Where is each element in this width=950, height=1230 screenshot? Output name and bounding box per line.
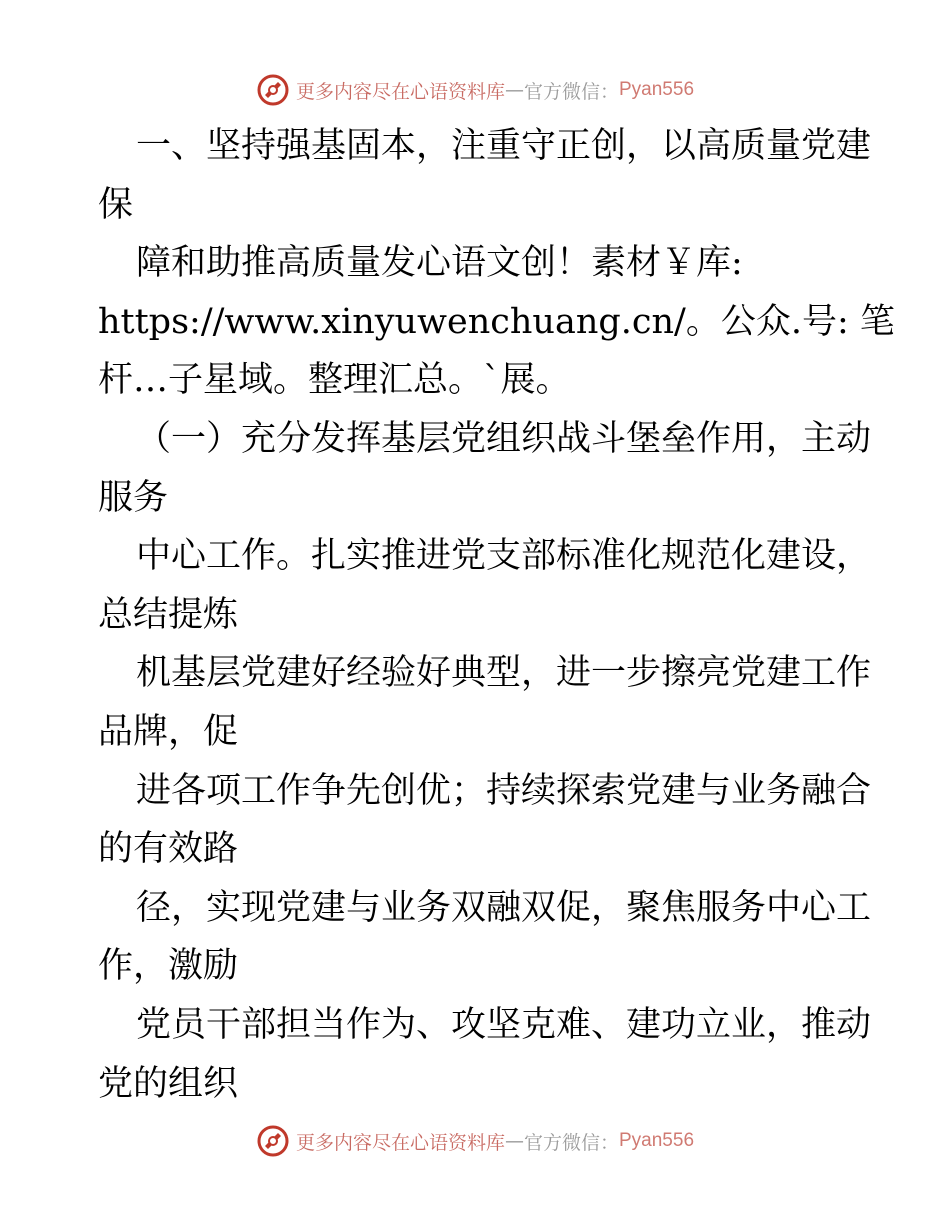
header-banner-dash: — [504, 79, 524, 101]
body-line: 品牌，促 [98, 711, 239, 752]
body-line: 保 [98, 184, 134, 225]
brand-logo-icon [256, 73, 290, 107]
footer-banner [0, 1121, 950, 1161]
body-line: （一）充分发挥基层党组织战斗堡垒作用，主动 [136, 418, 872, 459]
body-line: 党员干部担当作为、攻坚克难、建功立业，推动 [136, 1004, 872, 1045]
footer-banner-wechat-id: Pyan556 [619, 1130, 695, 1151]
body-line: 党的组织 [98, 1063, 239, 1104]
body-line: 杆…子星域。整理汇总。`展。 [98, 360, 571, 401]
header-banner-wechat-id: Pyan556 [619, 79, 695, 100]
footer-banner-dash: — [504, 1130, 524, 1152]
body-line: 作，激励 [98, 946, 239, 987]
document-body [98, 117, 895, 1113]
body-line: https://www.xinyuwenchuang.cn/。公众.号: 笔 [98, 301, 895, 342]
brand-logo-icon [256, 1124, 290, 1158]
header-banner-text: 更多内容尽在心语资料库 [295, 80, 505, 103]
body-line: 中心工作。扎实推进党支部标准化规范化建设， [136, 536, 872, 577]
footer-banner-wechat-label: 官方微信： [523, 1131, 619, 1154]
body-line: 的有效路 [98, 829, 239, 870]
body-line: 一、坚持强基固本，注重守正创，以高质量党建 [136, 126, 872, 166]
body-line: 障和助推高质量发心语文创！素材￥库: [136, 243, 743, 284]
body-line: 总结提炼 [98, 594, 239, 635]
body-line: 进各项工作争先创优；持续探索党建与业务融合 [136, 770, 872, 811]
header-banner [0, 70, 950, 110]
body-line: 服务 [98, 477, 169, 518]
footer-banner-text: 更多内容尽在心语资料库 [295, 1131, 505, 1154]
body-line: 径，实现党建与业务双融双促，聚焦服务中心工 [136, 887, 872, 928]
body-line: 机基层党建好经验好典型，进一步擦亮党建工作 [136, 653, 872, 694]
header-banner-wechat-label: 官方微信： [523, 80, 619, 103]
